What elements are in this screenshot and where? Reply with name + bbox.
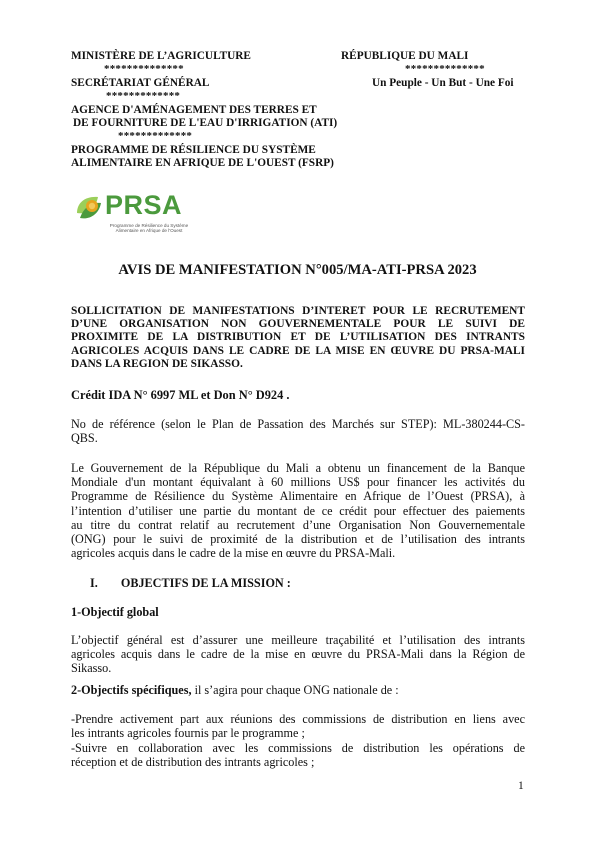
objective-global-text: [71, 633, 525, 676]
objective-specific-intro: il s’agira pour chaque ONG nationale de :: [191, 683, 399, 697]
intro-line: au titre du contrat relatif au recrutement d’une Organisation Non Gouvernementale: [71, 517, 525, 532]
general-secretariat: SECRÉTARIAT GÉNÉRAL: [71, 76, 210, 89]
program-name-line1: PROGRAMME DE RÉSILIENCE DU SYSTÈME: [71, 143, 316, 156]
subject-line: AGRICOLES ACQUIS DANS LE CADRE DE LA MISE EN ŒUVRE DU PRSA-MALI: [71, 344, 525, 357]
subject-line: PROXIMITE DE LA DISTRIBUTION ET DE L’UTILISATION DES INTRANTS: [71, 331, 525, 344]
header-left: [71, 50, 371, 171]
country-name: RÉPUBLIQUE DU MALI: [341, 50, 469, 62]
section-number: I.: [90, 576, 98, 590]
objective-bullet: [71, 741, 525, 769]
subject-line: DANS LA REGION DE SIKASSO.: [71, 357, 243, 370]
objective-specific-label: 2-Objectifs spécifiques,: [71, 683, 192, 697]
objective-line: L’objectif général est d’assurer une meilleure traçabilité et l’utilisation des intrants: [71, 633, 525, 647]
intro-line: Mondiale d'un montant équivalant à 60 millions US$ pour financer les activités du: [71, 475, 525, 490]
intro-line: agricoles acquis dans le cadre de la mise en œuvre du PRSA-Mali.: [71, 546, 396, 561]
separator-stars: *************: [106, 90, 181, 103]
objective-specific-heading: [71, 683, 525, 697]
separator-stars: *************: [118, 130, 193, 143]
notice-title: AVIS DE MANIFESTATION N°005/MA-ATI-PRSA 2023: [118, 262, 477, 278]
intro-paragraph: [71, 461, 525, 560]
intro-line: (ONG) pour le suivi de proximité de la distribution et de l’utilisation des intrants: [71, 532, 525, 547]
subject-line: D’UNE ORGANISATION NON GOUVERNEMENTALE POUR LE SUIVI DE: [71, 318, 525, 331]
reference-line: No de référence (selon le Plan de Passation des Marchés sur STEP): ML-380244-CS-: [71, 417, 525, 431]
objective-bullet: [71, 712, 525, 740]
header-right: [341, 50, 541, 90]
bullet-line: réception et de distribution des intrants agricoles ;: [71, 755, 315, 770]
notice-subject: [71, 305, 525, 371]
bullet-line: les intrants agricoles fournis par le programme ;: [71, 726, 305, 741]
reference-number: [71, 417, 525, 445]
prsa-tagline: Programme de Résilience du Système Alimentaire en Afrique de l'Ouest: [109, 223, 189, 234]
separator-stars: **************: [405, 63, 485, 76]
reference-line: QBS.: [71, 431, 98, 446]
page-number: 1: [518, 780, 524, 792]
objective-line: Sikasso.: [71, 661, 112, 676]
objective-global-heading: 1-Objectif global: [71, 605, 159, 619]
subject-line: SOLLICITATION DE MANIFESTATIONS D’INTERET POUR LE RECRUTEMENT: [71, 305, 525, 317]
intro-line: l’intention d’utiliser une partie du montant de ce crédit pour effectuer des paiements: [71, 503, 525, 518]
section-heading: [90, 576, 291, 591]
program-name-line2: ALIMENTAIRE EN AFRIQUE DE L'OUEST (FSRP): [71, 157, 334, 170]
ministry-name: MINISTÈRE DE L’AGRICULTURE: [71, 50, 251, 62]
credit-reference: Crédit IDA N° 6997 ML et Don N° D924 .: [71, 388, 290, 402]
separator-stars: **************: [104, 63, 184, 76]
section-title: OBJECTIFS DE LA MISSION :: [120, 576, 291, 590]
national-motto: Un Peuple - Un But - Une Foi: [372, 76, 514, 89]
prsa-logo: [74, 190, 194, 240]
objective-line: agricoles acquis dans le cadre de la mise en œuvre du PRSA-Mali dans la Région de: [71, 647, 525, 662]
prsa-wordmark: PRSA: [105, 190, 183, 220]
agency-name-line1: AGENCE D'AMÉNAGEMENT DES TERRES ET: [71, 103, 317, 116]
intro-line: Le Gouvernement de la République du Mali a obtenu un financement de la Banque: [71, 461, 525, 475]
bullet-line: -Prendre activement part aux réunions des commissions de distribution en liens avec: [71, 712, 525, 726]
intro-line: Programme de Résilience du Système Alimentaire en Afrique de l’Ouest (PRSA), à: [71, 489, 525, 504]
agency-name-line2: DE FOURNITURE DE L'EAU D'IRRIGATION (ATI): [73, 117, 338, 130]
bullet-line: -Suivre en collaboration avec les commissions de distribution les opérations de: [71, 741, 525, 755]
prsa-leaf-icon: [74, 193, 104, 223]
